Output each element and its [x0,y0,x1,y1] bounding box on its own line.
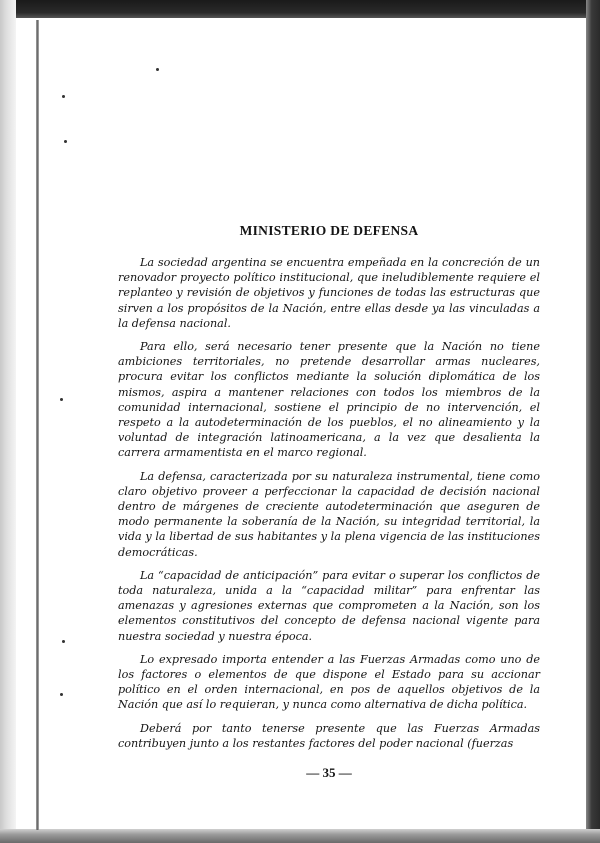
dust-speck [64,140,67,143]
binding-shadow [36,20,39,830]
section-heading: MINISTERIO DE DEFENSA [239,223,419,238]
paragraph: La “capacidad de anticipación” para evitar o superar los conflictos de toda naturaleza, unida a la “capacidad militar” para enfrentar las amenazas y agresiones externas que comprometen a la Nación, son los elementos constitutivos del concepto de defensa nacional vigente para nuestra sociedad y nuestra época. [118,568,540,643]
page-number: — 35 — [306,765,352,781]
paragraph: La defensa, caracterizada por su naturaleza instrumental, tiene como claro objetivo proveer a perfeccionar la capacidad de decisión nacional dentro de márgenes de creciente autodeterminación que aseguren de modo permanente la soberanía de la Nación, su integridad territorial, la vida y la libertad de sus habitantes y la plena vigencia de las instituciones democráticas. [118,469,540,559]
text-block [118,223,540,781]
paragraph: Deberá por tanto tenerse presente que las Fuerzas Armadas contribuyen junto a los restantes factores del poder nacional (fuerzas [118,721,540,750]
scan-border-bottom [0,829,600,843]
scan-border-top [0,0,600,18]
dust-speck [60,693,63,696]
paragraph: La sociedad argentina se encuentra empeñada en la concreción de un renovador proyecto político institucional, que ineludiblemente requiere el replanteo y revisión de objetivos y funciones de todas las estructuras que sirven a los propósitos de la Nación, entre ellas desde ya las vinculadas a la defensa nacional. [118,256,540,330]
dust-speck [156,68,159,71]
dust-speck [62,95,65,98]
paragraph: Para ello, será necesario tener presente que la Nación no tiene ambiciones territoriales, no pretende desarrollar armas nucleares, procura evitar los conflictos mediante la solución diplomática de los mismos, aspira a mantener relaciones con todos los miembros de la comunidad internacional, sostiene el principio de no intervención, el respeto a la autodeterminación de los pueblos, el no alineamiento y la voluntad de integración latinoamericana, a la vez que desalienta la carrera armamentista en el marco regional. [118,340,540,460]
scan-border-left [0,0,16,843]
dust-speck [60,398,63,401]
dust-speck [62,640,65,643]
paragraph: Lo expresado importa entender a las Fuerzas Armadas como uno de los factores o elementos de que dispone el Estado para su accionar político en el orden internacional, en pos de aquellos objetivos de la Nación que así lo requieran, y nunca como alternativa de dicha política. [118,652,540,712]
scan-border-right [586,0,600,843]
